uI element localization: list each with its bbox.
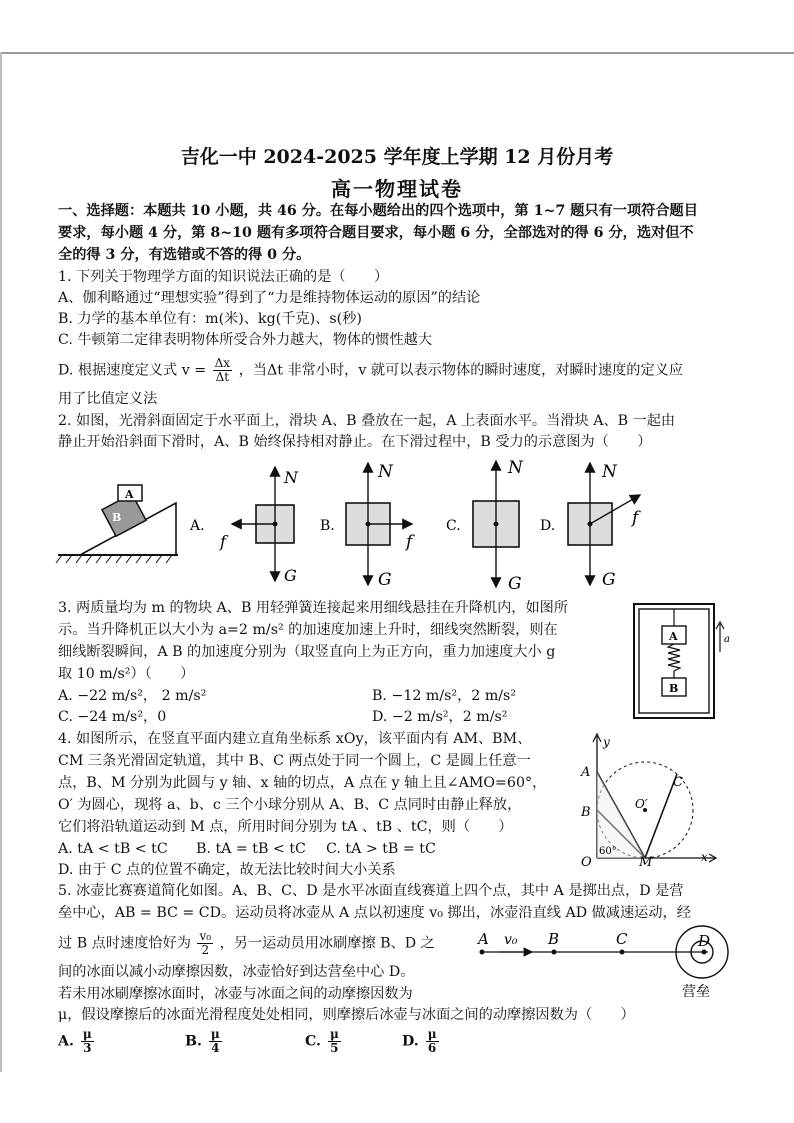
fig-camp-label: 营垒 [682,984,710,1000]
force-f-label: f [406,532,413,552]
incline-figure [56,485,178,563]
section-intro-line-1: 一、选择题：本题共 10 小题，共 46 分。在每小题给出的四个选项中，第 1~7 题只有一项符合题目 [58,203,698,219]
q1-option-d-suffix: ，当Δt 非常小时，v 就可以表示物体的瞬时速度，对瞬时速度的定义应 [238,362,684,379]
force-f-label: f [632,508,639,528]
q2-option-c-label: C. [446,518,461,534]
q2-option-c-diagram [446,458,524,594]
q4-option-a: A. tA < tB < tC [58,841,168,857]
q2-stem-line-2: 静止开始沿斜面下滑时，A、B 始终保持相对静止。在下滑过程中，B 受力的示意图为（ ） [58,434,652,450]
q1-stem: 1. 下列关于物理学方面的知识说法正确的是（ ） [58,269,389,285]
q1-option-a: A、伽利略通过“理想实验”得到了“力是维持物体运动的原因”的结论 [58,290,481,306]
fig-angle-label: 60° [599,846,617,857]
frac-denominator: 6 [427,1041,437,1055]
q2-option-b-diagram [320,462,415,590]
frac-numerator: μ [427,1027,437,1041]
force-n-label: N [508,458,523,478]
page-top-border [0,52,794,54]
frac-numerator: μ [329,1027,339,1041]
force-g-label: G [508,574,522,594]
q3-stem-line-3: 细线断裂瞬间，A B 的加速度分别为（取竖直向上为正方向，重力加速度大小 g [58,644,556,660]
option-label: A. [58,1033,74,1050]
fig-y-axis-label: y [603,735,610,749]
q3-stem-line-2: 示。当升降机正以大小为 a=2 m/s² 的加速度加速上升时，细线突然断裂，则在 [58,622,558,638]
force-g-label: G [602,570,616,590]
half-velocity-fraction [197,930,213,957]
q5-option-a [58,1028,96,1055]
q1-option-d [58,357,683,384]
q5-stem-line-1: 5. 冰壶比赛赛道简化如图。A、B、C、D 是水平冰面直线赛道上四个点，其中 A 是掷出点，D 是营 [58,883,684,899]
velocity-definition-fraction [213,357,232,384]
q3-option-c: C. −24 m/s²，0 [58,709,167,725]
q3-elevator-figure [632,602,732,722]
q5-option-b [185,1028,224,1055]
block-b-label: B [112,511,122,524]
q2-option-d-label: D. [540,518,556,534]
q2-option-d-diagram [540,462,641,590]
fig-center-label: O′ [635,797,648,811]
frac-numerator: v₀ [199,929,212,943]
force-n-label: N [378,462,393,482]
section-intro-line-3: 全的得 3 分，有选错或不答的得 0 分。 [58,247,311,263]
q3-option-a: A. −22 m/s²， 2 m/s² [58,688,207,704]
q4-stem-line-2: CM 三条光滑固定轨道，其中 B、C 两点处于同一个圆上，C 是圆上任意一 [58,753,531,769]
q4-option-d: D. 由于 C 点的位置不确定，故无法比较时间大小关系 [58,862,396,878]
q2-option-a-label: A. [190,518,205,534]
option-fraction [328,1028,341,1055]
fig-point-c-label: C [673,775,683,790]
section-intro-line-2: 要求，每小题 4 分，第 8~10 题有多项符合题目要求，每小题 6 分，全部选对的得 6 分，选对但不 [58,225,694,241]
frac-denominator: 3 [83,1041,92,1055]
q5-line-3-prefix: 过 B 点时速度恰好为 [58,935,191,952]
option-label: D. [402,1033,419,1050]
exam-subtitle: 高一物理试卷 [331,177,463,201]
fig-point-b-label: B [548,930,560,948]
q4-stem-line-1: 4. 如图所示，在竖直平面内建立直角坐标系 xOy，该平面内有 AM、BM、 [58,731,532,747]
force-n-label: N [602,462,617,482]
q5-option-d [402,1028,441,1055]
fig-point-d-label: D [698,932,711,950]
q5-stem-line-6: μ，假设摩擦后的冰面光滑程度处处相同，则摩擦后冰壶与冰面之间的动摩擦因数为（ ） [58,1007,635,1023]
force-n-label: N [284,468,298,487]
q5-line-3-suffix: ，另一运动员用冰刷摩擦 B、D 之 [219,935,435,952]
q1-option-d-line-2: 用了比值定义法 [58,391,158,407]
option-label: C. [305,1033,321,1050]
q4-stem-line-3: 点，B、M 分别为此圆与 y 轴、x 轴的切点，A 点在 y 轴上且∠AMO=60°， [58,775,547,791]
fig-point-c-label: C [616,930,628,948]
q1-option-d-prefix: D. 根据速度定义式 v = [58,362,207,379]
q2-figures [0,455,794,595]
q3-option-b: B. −12 m/s²，2 m/s² [372,688,517,704]
q5-stem-line-4: 间的冰面以减小动摩擦因数，冰壶恰好到达营垒中心 D。 [58,964,415,980]
q4-coordinate-figure [575,728,725,868]
q5-curling-figure [470,922,740,1002]
q3-option-d: D. −2 m/s²，2 m/s² [372,709,508,725]
option-fraction [426,1028,439,1055]
fig-v0-label: v₀ [504,932,518,948]
force-f-label: f [220,532,226,551]
q5-stem-line-3 [58,930,435,957]
fig-block-a-label: A [669,630,678,643]
frac-denominator: Δt [215,370,230,384]
q5-option-c [305,1028,343,1055]
q5-stem-line-2: 垒中心，AB = BC = CD。运动员将冰壶从 A 点以初速度 v₀ 掷出，冰壶沿直线 AD 做减速运动，经 [58,905,691,921]
exam-title: 吉化一中 2024-2025 学年度上学期 12 月份月考 [180,146,614,168]
frac-numerator: μ [210,1027,220,1041]
fig-origin-label: O [581,855,592,868]
frac-numerator: μ [82,1027,92,1041]
q4-option-b: B. tA = tB < tC [196,841,306,857]
q3-stem-line-4: 取 10 m/s²）（ ） [58,666,195,682]
q2-stem-line-1: 2. 如图，光滑斜面固定于水平面上，滑块 A、B 叠放在一起，A 上表面水平。当滑块 A、B 一起由 [58,413,676,429]
q2-option-a-diagram [189,467,299,585]
option-fraction [81,1028,94,1055]
force-g-label: G [378,570,392,590]
frac-numerator: Δx [214,356,231,370]
option-fraction [209,1028,222,1055]
block-a-label: A [125,488,134,501]
fig-point-a-label: A [581,765,591,780]
q5-stem-line-5: 若未用冰刷摩擦冰面时，冰壶与冰面之间的动摩擦因数为 [58,986,413,1002]
force-g-label: G [284,566,297,585]
q2-option-b-label: B. [320,518,335,534]
fig-point-a-label: A [478,930,489,948]
fig-point-b-label: B [581,805,591,820]
fig-point-m-label: M [639,855,653,868]
q3-stem-line-1: 3. 两质量均为 m 的物块 A、B 用轻弹簧连接起来用细线悬挂在升降机内，如图所 [58,600,569,616]
q4-stem-line-5: 它们将沿轨道运动到 M 点，所用时间分别为 tA 、tB 、tC，则（ ） [58,819,513,835]
q1-option-c: C. 牛顿第二定律表明物体所受合外力越大，物体的惯性越大 [58,332,433,348]
fig-acceleration-label: a [724,634,730,645]
q4-stem-line-4: O′ 为圆心，现将 a、b、c 三个小球分别从 A、B、C 点同时由静止释放， [58,797,522,813]
option-label: B. [185,1033,202,1050]
q1-option-b: B. 力学的基本单位有：m(米)、kg(千克)、s(秒) [58,311,362,327]
frac-denominator: 2 [201,943,210,957]
q4-option-c: C. tA > tB = tC [326,841,436,857]
frac-denominator: 4 [211,1041,220,1055]
fig-x-axis-label: x [701,850,708,864]
fig-block-b-label: B [669,682,679,695]
frac-denominator: 5 [330,1041,339,1055]
